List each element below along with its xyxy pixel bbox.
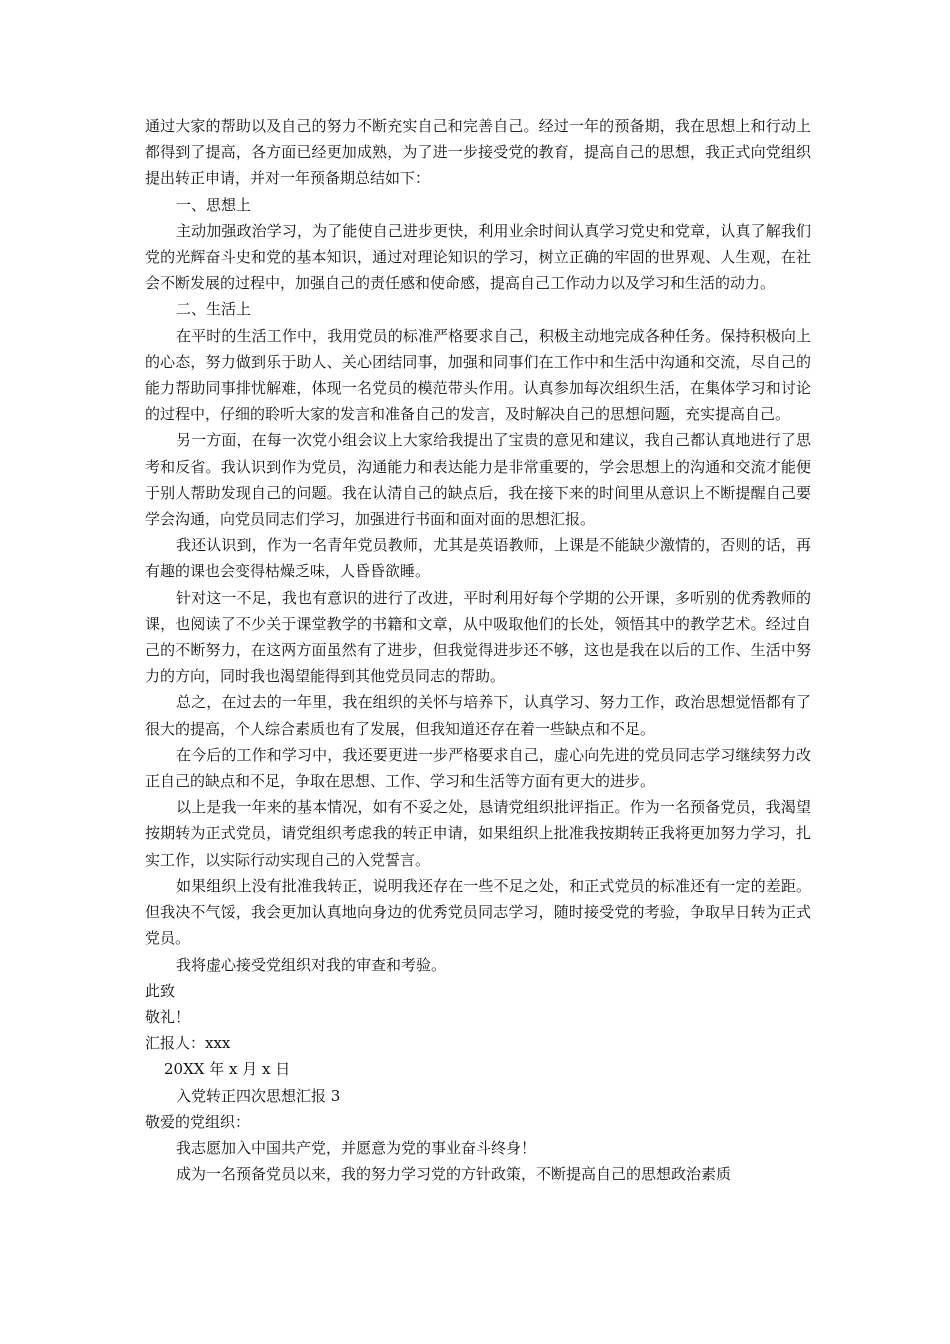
paragraph-summary: 总之，在过去的一年里，我在组织的关怀与培养下，认真学习、努力工作，政治思想觉悟都有了很大的提高，个人综合素质也有了发展，但我知道还存在着一些缺点和不足。 xyxy=(145,693,811,738)
paragraph-intro: 通过大家的帮助以及自己的努力不断充实自己和完善自己。经过一年的预备期，我在思想上和行动上都得到了提高，各方面已经更加成熟，为了进一步接受党的教育，提高自己的思想，我正式向党组织提出转正申请，并对一年预备期总结如下： xyxy=(145,117,811,188)
paragraph-thought: 主动加强政治学习，为了能使自己进步更快，利用业余时间认真学习党史和党章，认真了解我们党的光辉奋斗史和党的基本知识，通过对理论知识的学习，树立正确的牢固的世界观、人生观，在社会不断发展的过程中，加强自己的责任感和使命感，提高自己工作动力以及学习和生活的动力。 xyxy=(145,221,811,293)
paragraph-life: 在平时的生活工作中，我用党员的标准严格要求自己，积极主动地完成各种任务。保持积极向上的心态，努力做到乐于助人、关心团结同事，加强和同事们在工作中和生活中沟通和交流，尽自己的能力帮助同事排忧解难，体现一名党员的模范带头作用。认真参加每次组织生活，在集体学习和讨论的过程中，仔细的聆听大家的发言和准备自己的发言，及时解决自己的思想问题，充实提高自己。 xyxy=(145,326,811,424)
greeting: 敬爱的党组织： xyxy=(145,1112,251,1131)
paragraph-accept-review: 我将虚心接受党组织对我的审查和考验。 xyxy=(176,955,447,974)
paragraph-pledge: 我志愿加入中国共产党，并愿意为党的事业奋斗终身！ xyxy=(176,1138,537,1157)
paragraph-if-not-approved: 如果组织上没有批准我转正，说明我还存在一些不足之处，和正式党员的标准还有一定的差距。但我决不气馁，我会更加认真地向身边的优秀党员同志学习，随时接受党的考验，争取早日转为正式党员。 xyxy=(145,876,811,948)
paragraph-communication: 另一方面，在每一次党小组会议上大家给我提出了宝贵的意见和建议，我自己都认真地进行了思考和反省。我认识到作为党员，沟通能力和表达能力是非常重要的，学会思想上的沟通和交流才能便于别人帮助发现自己的问题。我在认清自己的缺点后，我在接下来的时间里从意识上不断提醒自己要学会沟通，向党员同志们学习，加强进行书面和面对面的思想汇报。 xyxy=(145,431,811,529)
heading-thought: 一、思想上 xyxy=(176,195,252,214)
paragraph-future: 在今后的工作和学习中，我还要更进一步严格要求自己，虚心向先进的党员同志学习继续努力改正自己的缺点和不足，争取在思想、工作、学习和生活等方面有更大的进步。 xyxy=(145,745,811,791)
closing-salutation: 此致 xyxy=(145,981,176,1000)
paragraph-improvement: 针对这一不足，我也有意识的进行了改进，平时利用好每个学期的公开课，多听别的优秀教师的课，也阅读了不少关于课堂教学的书籍和文章，从中吸取他们的长处，领悟其中的教学艺术。经过自己的不断努力，在这两方面虽然有了进步，但我觉得进步还不够，这也是我在以后的工作、生活中努力的方向，同时我也渴望能得到其他党员同志的帮助。 xyxy=(145,588,811,686)
paragraph-study: 成为一名预备党员以来，我的努力学习党的方针政策，不断提高自己的思想政治素质 xyxy=(176,1165,732,1184)
heading-life: 二、生活上 xyxy=(176,300,252,319)
closing-regards: 敬礼！ xyxy=(145,1007,191,1026)
report-date: 20XX 年 x 月 x 日 xyxy=(164,1060,291,1079)
paragraph-teacher: 我还认识到，作为一名青年党员教师，尤其是英语教师，上课是不能缺少激情的，否则的话，再有趣的课也会变得枯燥乏味，人昏昏欲睡。 xyxy=(145,536,811,581)
reporter-signature: 汇报人：xxx xyxy=(145,1034,231,1053)
document-page xyxy=(145,113,811,1187)
paragraph-request: 以上是我一年来的基本情况，如有不妥之处，恳请党组织批评指正。作为一名预备党员，我渴望按期转为正式党员，请党组织考虑我的转正申请，如果组织上批准我按期转正我将更加努力学习，扎实工作，以实际行动实现自己的入党誓言。 xyxy=(145,798,811,869)
section-title: 入党转正四次思想汇报 3 xyxy=(176,1086,341,1105)
